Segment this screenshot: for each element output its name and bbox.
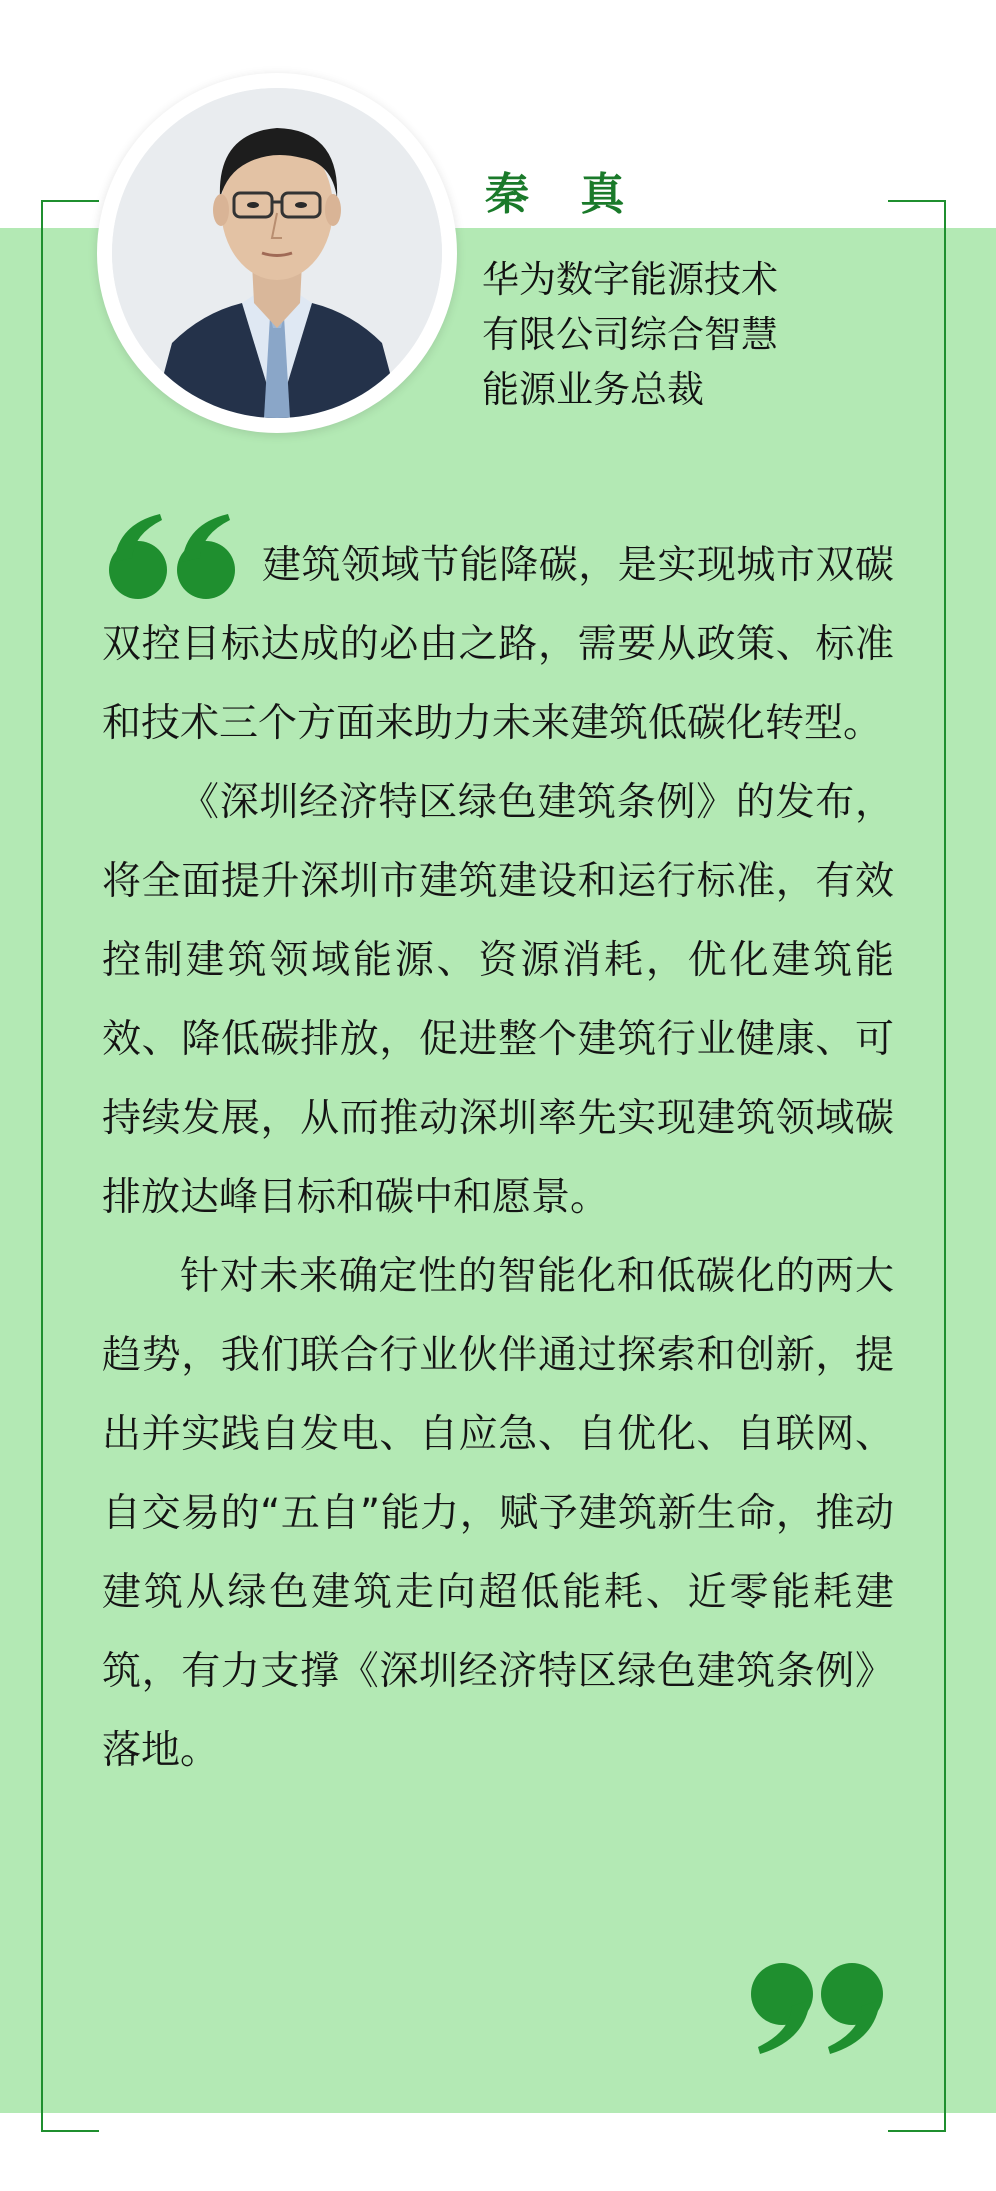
quote-paragraph: 《深圳经济特区绿色建筑条例》的发布，将全面提升深圳市建筑建设和运行标准，有效控制建筑领域能源、资源消耗，优化建筑能效、降低碳排放，促进整个建筑行业健康、可持续发展，从而推动深圳率先实现建筑领域碳排放达峰目标和碳中和愿景。 (102, 780, 894, 1220)
frame-line (944, 200, 946, 2132)
avatar (112, 88, 442, 418)
frame-line (888, 200, 946, 202)
quote-body (102, 526, 894, 1790)
person-name: 秦 真 (485, 169, 643, 220)
frame-line (41, 200, 99, 202)
portrait-photo (112, 88, 442, 418)
frame-line (888, 2130, 946, 2132)
title-line: 华为数字能源技术 (482, 258, 778, 301)
frame-line (41, 200, 43, 2132)
close-quote-icon (748, 1960, 888, 2064)
quote-paragraph: 针对未来确定性的智能化和低碳化的两大趋势，我们联合行业伙伴通过探索和创新，提出并实践自发电、自应急、自优化、自联网、自交易的“五自”能力，赋予建筑新生命，推动建筑从绿色建筑走向超低能耗、近零能耗建筑，有力支撑《深圳经济特区绿色建筑条例》落地。 (102, 1254, 894, 1773)
frame-line (41, 2130, 99, 2132)
quote-paragraph: 建筑领域节能降碳，是实现城市双碳双控目标达成的必由之路，需要从政策、标准和技术三个方面来助力未来建筑低碳化转型。 (102, 543, 894, 746)
title-line: 有限公司综合智慧 (482, 313, 778, 356)
person-title (482, 252, 912, 417)
title-line: 能源业务总裁 (482, 368, 704, 411)
